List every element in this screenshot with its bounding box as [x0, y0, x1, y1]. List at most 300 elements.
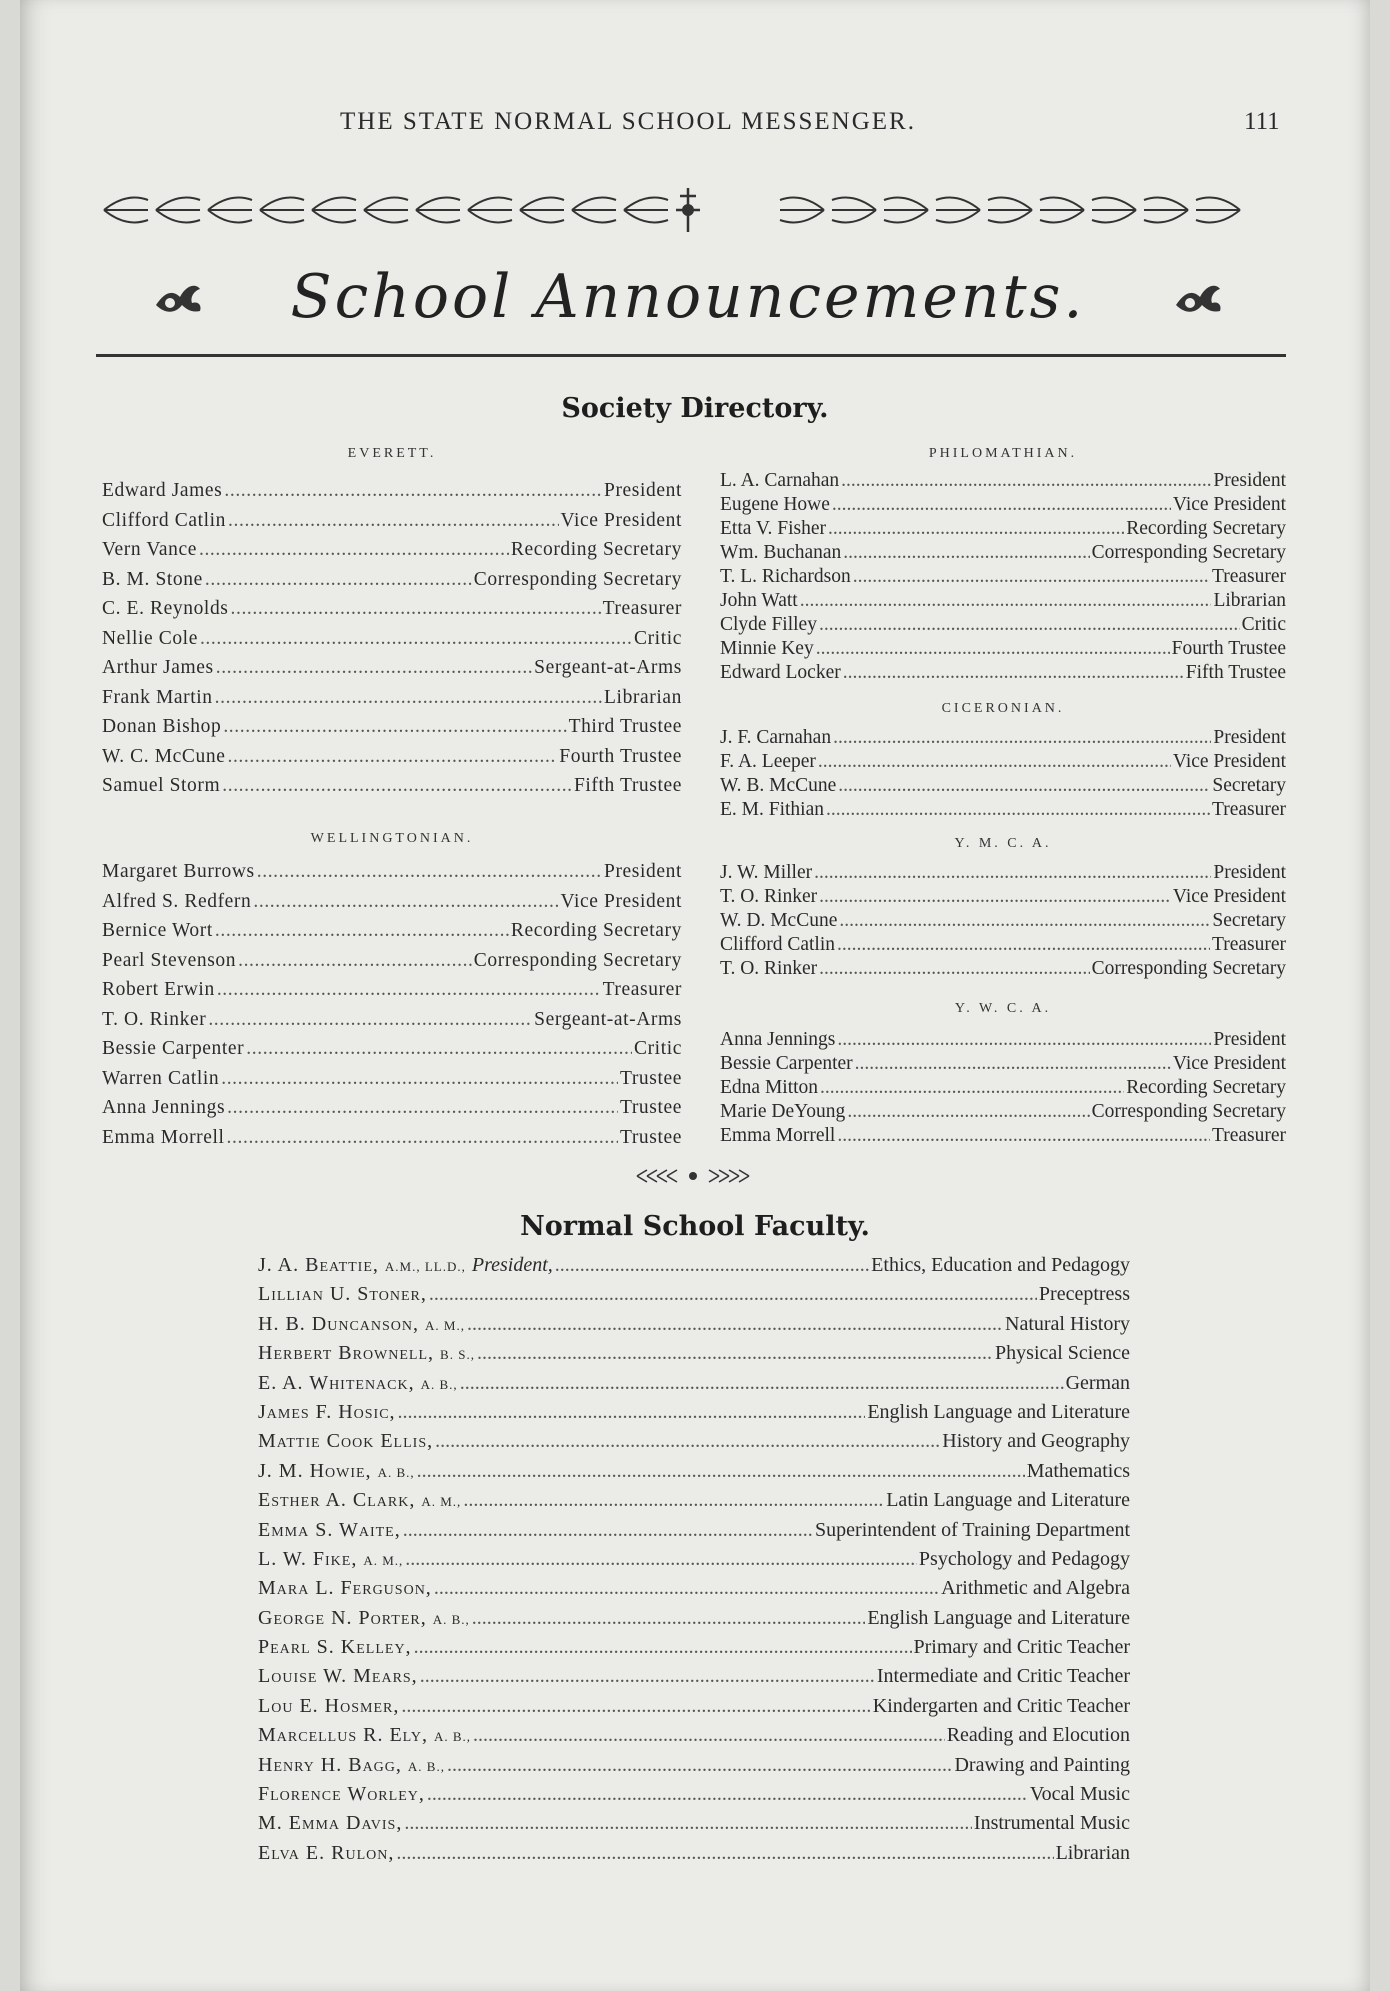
faculty-subject: Kindergarten and Critic Teacher [872, 1694, 1130, 1717]
member-name: Etta V. Fisher [720, 518, 826, 539]
directory-row [102, 510, 682, 540]
faculty-row [258, 1724, 1130, 1753]
dot-leader [200, 628, 632, 650]
member-name: Frank Martin [102, 686, 213, 708]
faculty-row [258, 1283, 1130, 1312]
member-role: Critic [1241, 614, 1286, 635]
faculty-subject: English Language and Literature [867, 1400, 1130, 1423]
ymca-list [720, 862, 1286, 982]
directory-row [102, 687, 682, 717]
faculty-heading: Normal School Faculty. [520, 1211, 870, 1242]
faculty-degree: A. M., [421, 1494, 462, 1510]
dot-leader [463, 1489, 884, 1512]
member-name: W. C. McCune [102, 745, 226, 767]
wellingtonian-heading: WELLINGTONIAN. [310, 831, 474, 846]
society-directory-heading: Society Directory. [561, 393, 829, 424]
member-role: Corresponding Secretary [473, 568, 682, 590]
directory-row [102, 539, 682, 569]
member-role: Fourth Trustee [1171, 638, 1286, 659]
directory-row [720, 1029, 1286, 1053]
faculty-name: L. W. Fike, [258, 1547, 358, 1570]
directory-row [720, 751, 1286, 775]
member-name: Emma Morrell [720, 1125, 836, 1146]
member-role: Fifth Trustee [1185, 662, 1286, 683]
faculty-subject: Intermediate and Critic Teacher [876, 1665, 1130, 1688]
everett-heading: EVERETT. [347, 446, 437, 461]
member-name: Anna Jennings [720, 1029, 836, 1050]
faculty-subject: English Language and Literature [867, 1606, 1130, 1629]
dot-leader [477, 1342, 993, 1365]
member-name: W. D. McCune [720, 910, 838, 931]
member-name: Warren Catlin [102, 1067, 220, 1089]
dot-leader [257, 861, 602, 883]
dot-leader [837, 934, 1210, 956]
member-name: Clifford Catlin [102, 509, 227, 531]
dot-leader [427, 1783, 1028, 1806]
dot-leader [472, 1607, 866, 1630]
member-role: Vice President [1172, 886, 1286, 907]
everett-list [102, 480, 682, 805]
dot-leader [429, 1283, 1037, 1306]
member-role: President [1213, 727, 1286, 748]
faculty-subject: Primary and Critic Teacher [913, 1636, 1130, 1659]
faculty-subject: Superintendent of Training Department [815, 1518, 1130, 1541]
directory-row [720, 886, 1286, 910]
faculty-degree: B. S., [440, 1347, 475, 1363]
dot-leader [833, 727, 1211, 749]
faculty-row [258, 1695, 1130, 1724]
faculty-name: Mattie Cook Ellis, [258, 1430, 434, 1453]
dot-leader [215, 687, 602, 709]
directory-row [720, 614, 1286, 638]
member-role: Treasurer [1211, 566, 1286, 587]
ywca-section [720, 1001, 1286, 1149]
faculty-name: Pearl S. Kelley, [258, 1636, 412, 1659]
faculty-name: J. M. Howie, [258, 1459, 372, 1482]
page-title: School Announcements. [290, 262, 1086, 332]
faculty-row [258, 1548, 1130, 1577]
member-name: Edna Mitton [720, 1077, 819, 1098]
directory-row [720, 662, 1286, 686]
dot-leader [231, 598, 601, 620]
directory-row [720, 1101, 1286, 1125]
dot-leader [841, 470, 1211, 492]
member-role: Corresponding Secretary [1091, 1101, 1286, 1122]
faculty-title: President, [471, 1254, 553, 1276]
wellingtonian-list [102, 861, 682, 1156]
directory-row [102, 628, 682, 658]
fleuron-left-icon [150, 275, 206, 319]
dot-leader [224, 480, 602, 502]
faculty-name: Florence Worley, [258, 1783, 425, 1806]
faculty-name: H. B. Duncanson, [258, 1312, 420, 1335]
member-name: T. O. Rinker [102, 1008, 207, 1030]
member-role: President [604, 480, 682, 501]
directory-row [102, 920, 682, 950]
member-role: Secretary [1212, 775, 1286, 796]
dot-leader [839, 910, 1210, 932]
dot-leader [467, 1313, 1003, 1336]
dot-leader [826, 799, 1210, 821]
faculty-subject: History and Geography [942, 1430, 1130, 1453]
member-name: W. B. McCune [720, 775, 837, 796]
member-name: Emma Morrell [102, 1126, 225, 1148]
faculty-name: Esther A. Clark, [258, 1489, 416, 1512]
dot-leader [227, 1097, 618, 1119]
member-role: Sergeant-at-Arms [534, 1008, 682, 1030]
faculty-subject: Natural History [1005, 1312, 1130, 1335]
member-name: Pearl Stevenson [102, 949, 237, 971]
faculty-name: Mara L. Ferguson, [258, 1577, 432, 1600]
member-name: F. A. Leeper [720, 751, 816, 772]
directory-row [102, 480, 682, 510]
directory-row [720, 910, 1286, 934]
member-name: Margaret Burrows [102, 861, 255, 882]
dot-leader [215, 920, 509, 942]
faculty-row [258, 1842, 1130, 1871]
member-name: Minnie Key [720, 638, 814, 659]
member-name: C. E. Reynolds [102, 598, 229, 619]
everett-section [102, 446, 682, 805]
member-name: Vern Vance [102, 539, 197, 560]
dot-leader [227, 1127, 618, 1149]
faculty-row [258, 1607, 1130, 1636]
running-header [0, 108, 1390, 148]
member-name: Samuel Storm [102, 775, 221, 796]
directory-row [720, 1125, 1286, 1149]
directory-row [102, 891, 682, 921]
dot-leader [837, 1029, 1211, 1051]
faculty-row [258, 1754, 1130, 1783]
faculty-subject: Librarian [1055, 1841, 1130, 1864]
dot-leader [843, 542, 1089, 564]
member-role: Recording Secretary [1126, 1077, 1286, 1098]
member-role: Recording Secretary [510, 539, 682, 560]
dot-leader [253, 891, 558, 913]
member-role: Treasurer [602, 598, 682, 619]
faculty-subject: Arithmetic and Algebra [941, 1577, 1130, 1600]
ywca-heading: Y. W. C. A. [954, 1001, 1052, 1016]
philomathian-section [720, 446, 1286, 686]
dot-leader [401, 1695, 870, 1718]
ywca-list [720, 1029, 1286, 1149]
faculty-row [258, 1812, 1130, 1841]
member-role: Vice President [1172, 494, 1286, 515]
faculty-name: James F. Hosic, [258, 1400, 396, 1423]
member-role: Treasurer [602, 979, 682, 1000]
member-role: Corresponding Secretary [1091, 958, 1286, 979]
dot-leader [828, 518, 1124, 540]
faculty-row [258, 1401, 1130, 1430]
dot-leader [396, 1842, 1053, 1865]
philomathian-heading: PHILOMATHIAN. [928, 446, 1078, 461]
dot-leader [460, 1372, 1064, 1395]
member-role: Corresponding Secretary [1091, 542, 1286, 563]
directory-row [102, 716, 682, 746]
dot-leader [847, 1101, 1089, 1123]
member-name: J. F. Carnahan [720, 727, 832, 748]
member-role: Librarian [604, 686, 682, 708]
faculty-row [258, 1489, 1130, 1518]
member-role: Recording Secretary [1126, 518, 1286, 539]
member-name: J. W. Miller [720, 862, 813, 883]
faculty-degree: A. M., [425, 1317, 465, 1333]
faculty-subject: Drawing and Painting [954, 1753, 1130, 1776]
faculty-name: Louise W. Mears, [258, 1665, 418, 1688]
faculty-name: Herbert Brownell, [258, 1342, 435, 1365]
member-name: John Watt [720, 590, 798, 611]
dot-leader [420, 1665, 875, 1688]
dot-leader [246, 1038, 632, 1060]
faculty-name: Marcellus R. Ely, [258, 1724, 428, 1747]
member-name: Alfred S. Redfern [102, 890, 252, 912]
member-name: Bessie Carpenter [102, 1038, 245, 1059]
member-role: Trustee [620, 1097, 682, 1118]
directory-row [102, 746, 682, 776]
member-role: Librarian [1213, 590, 1286, 611]
directory-row [720, 518, 1286, 542]
faculty-name: Emma S. Waite, [258, 1518, 401, 1541]
member-role: Treasurer [1211, 1125, 1286, 1146]
member-name: Eugene Howe [720, 494, 830, 515]
directory-row [102, 861, 682, 891]
dot-leader [223, 716, 566, 738]
directory-row [720, 799, 1286, 823]
ciceronian-heading: CICERONIAN. [941, 701, 1065, 716]
member-name: Bernice Wort [102, 920, 213, 941]
member-name: B. M. Stone [102, 568, 203, 590]
directory-row [720, 470, 1286, 494]
directory-row [102, 1009, 682, 1039]
member-name: T. L. Richardson [720, 566, 851, 587]
faculty-subject: German [1065, 1371, 1130, 1394]
dot-leader [819, 614, 1240, 636]
faculty-subject: Preceptress [1038, 1283, 1130, 1306]
dot-leader [434, 1577, 939, 1600]
faculty-list [258, 1254, 1130, 1871]
dot-leader [555, 1254, 869, 1277]
faculty-name: George N. Porter, [258, 1606, 427, 1629]
dot-leader [843, 662, 1184, 684]
member-name: Clifford Catlin [720, 934, 836, 955]
dot-leader [228, 510, 558, 532]
member-role: Corresponding Secretary [473, 949, 682, 971]
dot-leader [447, 1754, 953, 1777]
member-role: Third Trustee [568, 716, 682, 737]
member-role: Recording Secretary [510, 920, 682, 941]
directory-row [720, 1077, 1286, 1101]
member-role: Trustee [620, 1067, 682, 1089]
dot-leader [217, 979, 601, 1001]
dot-leader [819, 886, 1171, 908]
directory-row [102, 1097, 682, 1127]
member-name: Anna Jennings [102, 1097, 226, 1118]
member-name: Edward James [102, 480, 223, 501]
member-role: Treasurer [1211, 799, 1286, 820]
faculty-name: Elva E. Rulon, [258, 1841, 395, 1864]
dot-leader [853, 566, 1210, 588]
member-name: L. A. Carnahan [720, 470, 840, 491]
faculty-subject: Psychology and Pedagogy [918, 1547, 1130, 1570]
faculty-name: Lillian U. Stoner, [258, 1283, 427, 1306]
faculty-name: J. A. Beattie, [258, 1254, 379, 1276]
directory-row [720, 958, 1286, 982]
dot-leader [837, 1125, 1210, 1147]
title-rule [96, 354, 1286, 357]
dot-leader [403, 1519, 813, 1542]
member-role: Fifth Trustee [573, 775, 682, 796]
member-name: Edward Locker [720, 662, 841, 683]
member-name: T. O. Rinker [720, 886, 818, 907]
faculty-name: Henry H. Bagg, [258, 1753, 402, 1776]
directory-row [102, 775, 682, 805]
member-name: Wm. Buchanan [720, 542, 842, 563]
philomathian-list [720, 470, 1286, 686]
faculty-row [258, 1254, 1130, 1283]
fleuron-right-icon [1170, 275, 1226, 319]
faculty-degree: A.M., LL.D., [384, 1259, 466, 1274]
member-role: Vice President [1172, 1053, 1286, 1074]
dot-leader [398, 1401, 866, 1424]
faculty-name: E. A. Whitenack, [258, 1371, 415, 1394]
ornamental-border [96, 186, 1280, 234]
dot-leader [832, 494, 1171, 516]
dot-leader [417, 1460, 1025, 1483]
directory-row [720, 862, 1286, 886]
dot-leader [819, 958, 1089, 980]
ciceronian-section [720, 701, 1286, 823]
dot-leader [238, 950, 472, 972]
member-role: President [604, 861, 682, 882]
member-name: Marie DeYoung [720, 1101, 846, 1122]
faculty-row [258, 1577, 1130, 1606]
directory-row [720, 1053, 1286, 1077]
member-name: E. M. Fithian [720, 799, 825, 820]
faculty-degree: A. B., [407, 1758, 445, 1774]
dot-leader [222, 775, 572, 797]
member-name: Bessie Carpenter [720, 1053, 853, 1074]
faculty-name: M. Emma Davis, [258, 1812, 403, 1835]
ymca-section [720, 836, 1286, 982]
faculty-subject: Physical Science [995, 1342, 1130, 1365]
faculty-row [258, 1665, 1130, 1694]
faculty-subject: Ethics, Education and Pedagogy [871, 1254, 1130, 1276]
member-name: Arthur James [102, 657, 214, 678]
faculty-subject: Mathematics [1026, 1459, 1130, 1482]
dot-leader [404, 1812, 972, 1835]
dot-leader [838, 775, 1210, 797]
dot-leader [435, 1430, 940, 1453]
dot-leader [216, 657, 532, 679]
faculty-subject: Vocal Music [1029, 1783, 1130, 1806]
faculty-row [258, 1342, 1130, 1371]
directory-row [102, 979, 682, 1009]
faculty-subject: Reading and Elocution [946, 1724, 1130, 1747]
faculty-section [258, 1254, 1130, 1871]
directory-row [720, 775, 1286, 799]
faculty-row [258, 1313, 1130, 1342]
dot-leader [855, 1053, 1171, 1075]
member-name: Nellie Cole [102, 627, 198, 649]
dot-leader [208, 1009, 532, 1031]
page-number: 111 [1244, 108, 1280, 135]
member-role: President [1213, 470, 1286, 491]
wellingtonian-section [102, 831, 682, 1156]
title-block [96, 262, 1280, 342]
dot-leader [221, 1068, 618, 1090]
member-role: Sergeant-at-Arms [534, 657, 682, 678]
directory-row [720, 727, 1286, 751]
member-role: Vice President [560, 509, 682, 531]
member-role: Secretary [1212, 910, 1286, 931]
faculty-degree: A. M., [363, 1552, 404, 1568]
directory-row [720, 590, 1286, 614]
member-role: Trustee [620, 1126, 682, 1148]
dot-leader [816, 638, 1170, 660]
dot-leader [405, 1548, 917, 1571]
member-role: President [1213, 862, 1286, 883]
member-role: Vice President [1172, 751, 1286, 772]
member-role: Critic [633, 1038, 682, 1059]
faculty-degree: A. B., [433, 1729, 472, 1745]
dot-leader [473, 1724, 945, 1747]
faculty-degree: A. B., [420, 1376, 458, 1392]
member-role: President [1213, 1029, 1286, 1050]
dot-leader [814, 862, 1211, 884]
dot-leader [199, 539, 509, 561]
directory-row [102, 1127, 682, 1157]
member-name: Donan Bishop [102, 716, 222, 737]
faculty-row [258, 1519, 1130, 1548]
faculty-row [258, 1460, 1130, 1489]
dot-leader [820, 1077, 1124, 1099]
dot-leader [205, 569, 472, 591]
faculty-subject: Instrumental Music [973, 1812, 1130, 1835]
dot-leader [227, 746, 557, 768]
directory-row [102, 950, 682, 980]
dot-leader [818, 751, 1171, 773]
member-name: T. O. Rinker [720, 958, 818, 979]
faculty-name: Lou E. Hosmer, [258, 1694, 400, 1717]
directory-row [720, 638, 1286, 662]
running-title: THE STATE NORMAL SCHOOL MESSENGER. [340, 108, 916, 135]
dot-leader [414, 1636, 912, 1659]
faculty-row [258, 1372, 1130, 1401]
divider-ornament [633, 1167, 753, 1185]
member-role: Fourth Trustee [559, 745, 682, 767]
member-role: Treasurer [1211, 934, 1286, 955]
faculty-degree: A. B., [377, 1464, 415, 1480]
directory-row [720, 934, 1286, 958]
member-role: Critic [633, 627, 682, 649]
directory-row [102, 569, 682, 599]
directory-row [102, 657, 682, 687]
faculty-degree: A. B., [432, 1611, 470, 1627]
member-name: Clyde Filley [720, 614, 817, 635]
directory-row [720, 566, 1286, 590]
ciceronian-list [720, 727, 1286, 823]
dot-leader [800, 590, 1212, 612]
faculty-row [258, 1783, 1130, 1812]
directory-row [102, 1068, 682, 1098]
directory-row [102, 598, 682, 628]
ymca-heading: Y. M. C. A. [954, 836, 1052, 851]
directory-row [720, 494, 1286, 518]
faculty-row [258, 1430, 1130, 1459]
faculty-subject: Latin Language and Literature [886, 1489, 1130, 1512]
directory-row [720, 542, 1286, 566]
directory-row [102, 1038, 682, 1068]
